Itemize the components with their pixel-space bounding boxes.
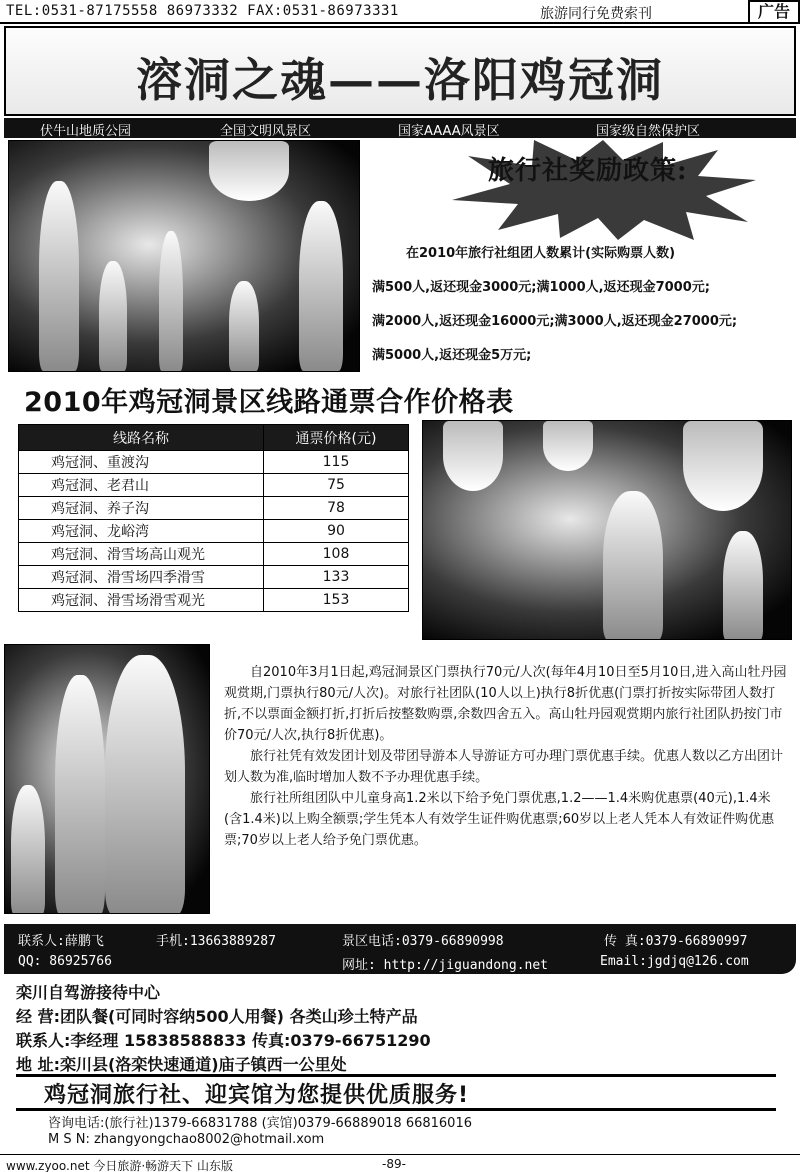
price-cell: 108 [264,543,409,566]
strip-item: 伏牛山地质公园 [40,124,132,139]
price-cell: 115 [264,451,409,474]
page-footer [0,1154,800,1172]
route-cell: 鸡冠洞、养子沟 [19,497,264,520]
route-cell: 鸡冠洞、滑雪场四季滑雪 [19,566,264,589]
feature-strip [4,118,796,138]
rebate-line: 满2000人,返还现金16000元;满3000人,返还现金27000元; [372,314,738,329]
price-table [18,424,409,612]
table-row [19,543,409,566]
strip-item: 国家AAAA风景区 [398,124,500,139]
policy-paragraph: 旅行社凭有效发团计划及带团导游本人导游证方可办理门票优惠手续。优惠人数以乙方出团计划人数为准,临时增加人数不予办理优惠手续。 [224,749,784,785]
cave-photo-1 [8,140,360,372]
hotel-contact: 联系人:李经理 15838588833 传真:0379-66751290 [16,1031,431,1050]
policy-heading: 旅行社奖励政策: [488,156,688,186]
table-row [19,589,409,612]
contact-fax: 传 真:0379-66890997 [604,934,748,949]
contact-person: 联系人:薛鹏飞 [18,934,104,949]
column-header-route: 线路名称 [19,425,264,451]
ticket-policy-text [224,662,788,851]
policy-paragraph: 旅行社所组团队中儿童身高1.2米以下给予免门票优惠,1.2——1.4米购优惠票(40元),1.4米(含1.4米)以上购全额票;学生凭本人有效学生证件购优惠票;60岁以上老人凭本人有效证件购优惠票;70岁以上老人给予免门票优惠。 [224,791,775,848]
cave-photo-3 [4,644,210,914]
route-cell: 鸡冠洞、重渡沟 [19,451,264,474]
website-link[interactable]: 网址: http://jiguandong.net [342,958,549,973]
table-header-row [19,425,409,451]
scenic-phone: 景区电话:0379-66890998 [342,934,504,949]
strip-item: 国家级自然保护区 [596,124,701,139]
footer-site: www.zyoo.net 今日旅游·畅游天下 山东版 [6,1159,233,1172]
page-title: 溶洞之魂——洛阳鸡冠洞 [136,53,664,107]
column-header-price: 通票价格(元) [264,425,409,451]
route-cell: 鸡冠洞、滑雪场高山观光 [19,543,264,566]
price-cell: 90 [264,520,409,543]
service-slogan: 鸡冠洞旅行社、迎宾馆为您提供优质服务! [44,1083,470,1108]
hotel-name: 栾川自驾游接待中心 [16,983,161,1002]
tel-fax-line: TEL:0531-87175558 86973332 FAX:0531-86973331 [6,3,399,19]
divider [16,1108,776,1111]
divider [16,1074,776,1077]
strip-item: 全国文明风景区 [220,124,312,139]
rebate-line: 在2010年旅行社组团人数累计(实际购票人数) [406,246,676,261]
price-cell: 75 [264,474,409,497]
msn-contact: M S N: zhangyongchao8002@hotmail.xom [48,1132,325,1147]
route-cell: 鸡冠洞、老君山 [19,474,264,497]
table-row [19,474,409,497]
title-banner [4,26,796,116]
contact-qq: QQ: 86925766 [18,954,112,969]
price-cell: 133 [264,566,409,589]
policy-paragraph: 自2010年3月1日起,鸡冠洞景区门票执行70元/人次(每年4月10日至5月10日,进入高山牡丹园观赏期,门票执行80元/人次)。对旅行社团队(10人以上)执行8折优惠(门票打折按实际带团人数打折,不以票面金额打折,打折后按整数购票,余数四舍五入。高山牡丹园观赏期内旅行社团队扔按门市价70元/人次,执行8折优惠)。 [224,665,787,743]
rebate-line: 满5000人,返还现金5万元; [372,348,532,363]
index-text: 旅游同行免费索刊 [540,6,652,22]
table-row [19,451,409,474]
price-cell: 78 [264,497,409,520]
route-cell: 鸡冠洞、龙峪湾 [19,520,264,543]
top-header-bar [0,0,800,24]
hotel-business: 经 营:团队餐(可同时容纳500人用餐) 各类山珍土特产品 [16,1007,418,1026]
price-table-title: 2010年鸡冠洞景区线路通票合作价格表 [24,387,514,418]
contact-mobile: 手机:13663889287 [156,934,276,949]
page-number: -89- [382,1157,406,1171]
rebate-line: 满500人,返还现金3000元;满1000人,返还现金7000元; [372,280,710,295]
contact-bar [4,924,796,974]
consult-phone: 咨询电话:(旅行社)1379-66831788 (宾馆)0379-66889018 66816016 [48,1116,472,1131]
cave-photo-2 [422,420,792,640]
table-row [19,566,409,589]
route-cell: 鸡冠洞、滑雪场滑雪观光 [19,589,264,612]
hotel-address: 地 址:栾川县(洛栾快速通道)庙子镇西一公里处 [16,1055,347,1074]
ad-label: 广告 [748,0,800,24]
table-row [19,520,409,543]
price-cell: 153 [264,589,409,612]
table-row [19,497,409,520]
email-link[interactable]: Email:jgdjq@126.com [600,954,749,969]
